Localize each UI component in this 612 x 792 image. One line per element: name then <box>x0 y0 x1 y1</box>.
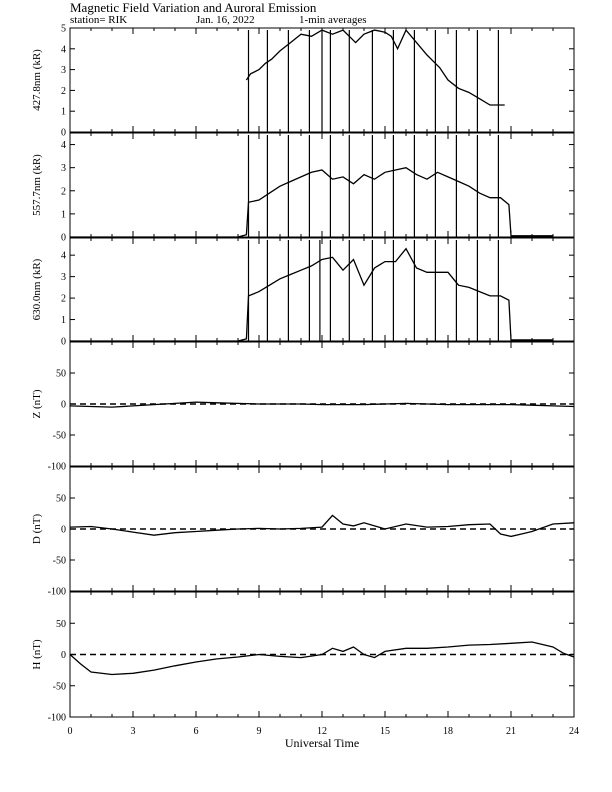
y-tick-label: 3 <box>61 272 66 284</box>
y-axis-label: H (nT) <box>31 639 43 670</box>
y-axis-label: 557.7nm (kR) <box>31 154 43 216</box>
series-line <box>70 515 574 536</box>
y-tick-label: 0 <box>61 524 66 536</box>
date-label: Jan. 16, 2022 <box>196 14 255 26</box>
y-tick-label: -50 <box>52 681 66 693</box>
y-tick-label: 0 <box>61 232 66 244</box>
series-line <box>70 168 553 237</box>
y-tick-label: 4 <box>61 44 66 56</box>
y-tick-label: 0 <box>61 399 66 411</box>
y-axis-label: D (nT) <box>31 513 43 545</box>
y-tick-label: 2 <box>61 293 66 305</box>
y-tick-label: 4 <box>61 250 66 262</box>
y-axis-label: 427.8nm (kR) <box>31 49 43 111</box>
y-tick-label: -100 <box>47 461 66 473</box>
y-tick-label: 50 <box>56 368 66 380</box>
y-tick-label: 1 <box>61 315 66 327</box>
x-tick-label: 24 <box>569 726 579 737</box>
y-tick-label: 5 <box>61 23 66 35</box>
x-tick-label: 21 <box>506 726 516 737</box>
y-tick-label: -100 <box>47 712 66 724</box>
series-line <box>246 30 504 105</box>
x-tick-label: 3 <box>130 726 136 737</box>
x-tick-label: 6 <box>193 726 199 737</box>
y-tick-label: 0 <box>61 336 66 348</box>
y-axis-label: Z (nT) <box>31 389 43 419</box>
y-tick-label: -100 <box>47 586 66 598</box>
y-tick-label: 50 <box>56 493 66 505</box>
series-line <box>70 249 553 341</box>
x-tick-label: 12 <box>317 726 327 737</box>
averaging-label: 1-min averages <box>299 14 367 26</box>
y-tick-label: 2 <box>61 186 66 198</box>
y-tick-label: 1 <box>61 106 66 118</box>
y-tick-label: 50 <box>56 618 66 630</box>
x-tick-label: 18 <box>443 726 453 737</box>
y-tick-label: -50 <box>52 555 66 567</box>
y-tick-label: 3 <box>61 163 66 175</box>
y-axis-label: 630.0nm (kR) <box>31 258 43 321</box>
series-line <box>70 402 574 407</box>
y-tick-label: 0 <box>61 650 66 661</box>
x-axis-label: Universal Time <box>284 736 360 750</box>
series-line <box>70 642 574 675</box>
y-tick-label: 0 <box>61 127 66 139</box>
y-tick-label: 3 <box>61 65 66 77</box>
chart-title: Magnetic Field Variation and Auroral Emission <box>70 0 317 15</box>
x-tick-label: 0 <box>67 726 73 737</box>
y-tick-label: 1 <box>61 209 66 221</box>
station-label: station= RIK <box>70 14 128 26</box>
y-tick-label: 4 <box>61 140 66 152</box>
x-tick-label: 15 <box>380 726 390 737</box>
y-tick-label: 2 <box>61 85 66 97</box>
y-tick-label: -50 <box>52 430 66 442</box>
x-tick-label: 9 <box>256 726 262 737</box>
